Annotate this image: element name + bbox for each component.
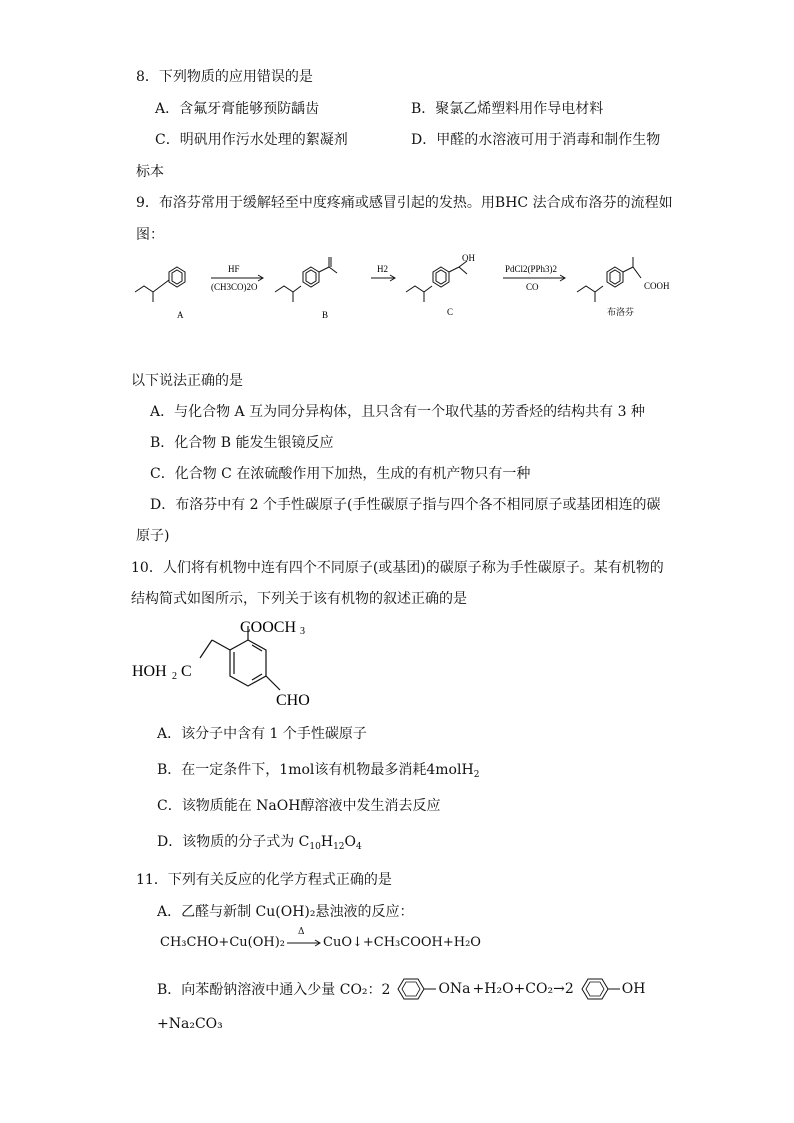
- q11-option-b-continued: +Na₂CO₃: [157, 1016, 223, 1032]
- q10-stem-line2: 结构简式如图所示，下列关于该有机物的叙述正确的是: [131, 591, 467, 607]
- label-ibuprofen: 布洛芬: [607, 307, 635, 317]
- mol-c-label: C: [181, 663, 192, 680]
- label-compound-a: A: [177, 310, 184, 320]
- benzene-ring-icon: [574, 977, 622, 1001]
- scheme-reagent-h2: H2: [377, 264, 388, 274]
- q10-formula-h: H: [320, 834, 334, 850]
- q9-option-c: C．化合物 C 在浓硫酸作用下加热，生成的有机产物只有一种: [150, 466, 531, 482]
- q10-option-b: [157, 759, 479, 779]
- q11-oh-label: OH: [621, 981, 646, 997]
- label-compound-b: B: [322, 310, 329, 320]
- q10-option-d: [157, 831, 362, 851]
- q11-eq-arrow-shape: [285, 936, 323, 950]
- q9-stem-line1: 9．布洛芬常用于缓解轻至中度疼痛或感冒引起的发热。用BHC 法合成布洛芬的流程如: [136, 195, 673, 211]
- q11-option-b-mid: +H₂O+CO₂→2: [472, 981, 574, 997]
- q10-option-d-text: D．该物质的分子式为 C: [157, 834, 310, 850]
- q9-option-d-continued: 原子): [136, 528, 170, 544]
- q9-stem-line2: 图：: [136, 227, 164, 243]
- scheme-cooh-label: COOH: [644, 281, 670, 291]
- q11-option-b: [157, 978, 645, 1000]
- q8-option-c: C．明矾用作污水处理的絮凝剂: [155, 132, 348, 148]
- q10-option-b-sub: 2: [473, 770, 480, 780]
- q11-eq-delta: Δ: [298, 926, 305, 937]
- mol-cooch-label: COOCH: [240, 619, 297, 636]
- scheme-reagent-co: CO: [526, 282, 539, 292]
- q11-eq-left: CH₃CHO+Cu(OH)₂: [160, 935, 285, 950]
- q10-formula-sub-c: 10: [309, 842, 321, 852]
- mol-hoh-sub2: 2: [172, 671, 177, 682]
- q11-ona-label: ONa: [438, 981, 471, 997]
- q8-option-a: A．含氟牙膏能够预防龋齿: [155, 101, 320, 117]
- q11-eq-arrow: [285, 926, 323, 950]
- q11-stem: 11．下列有关反应的化学方程式正确的是: [136, 872, 392, 888]
- q10-formula-sub-o: 4: [356, 842, 362, 852]
- scheme-oh-label: OH: [462, 253, 475, 263]
- q9-option-a: A．与化合物 A 互为同分异构体，且只含有一个取代基的芳香烃的结构共有 3 种: [150, 404, 645, 420]
- q8-stem: 8．下列物质的应用错误的是: [136, 69, 313, 85]
- q9-lead: 以下说法正确的是: [131, 373, 243, 389]
- scheme-reagent-anhydride: (CH3CO)2O: [211, 282, 258, 292]
- mol-hoh-label: HOH: [132, 663, 167, 680]
- q11-option-b-text: B．向苯酚钠溶液中通入少量 CO₂：2: [157, 982, 391, 998]
- q9-option-d: D．布洛芬中有 2 个手性碳原子(手性碳原子指与四个各不相同原子或基团相连的碳: [150, 497, 661, 513]
- mol-cooch-sub3: 3: [300, 626, 305, 637]
- scheme-reagent-hf: HF: [228, 264, 240, 274]
- q10-formula-o: O: [344, 834, 356, 850]
- q10-option-a: A．该分子中含有 1 个手性碳原子: [157, 726, 367, 742]
- q10-stem-line1: 10．人们将有机物中连有四个不同原子(或基团)的碳原子称为手性碳原子。某有机物的: [131, 560, 664, 576]
- scheme-catalyst: PdCl2(PPh3)2: [505, 264, 558, 274]
- label-compound-c: C: [447, 307, 454, 317]
- q11-equation-a: [160, 926, 481, 950]
- q11-eq-right: CuO↓+CH₃COOH+H₂O: [323, 935, 481, 950]
- q9-synthesis-scheme: [125, 248, 695, 328]
- benzene-ring-icon: [390, 977, 438, 1001]
- q10-option-c: C．该物质能在 NaOH醇溶液中发生消去反应: [157, 798, 441, 814]
- q9-option-b: B．化合物 B 能发生银镜反应: [150, 435, 334, 451]
- q8-option-b: B．聚氯乙烯塑料用作导电材料: [411, 101, 604, 117]
- q10-molecule-structure: [128, 612, 348, 712]
- q8-option-d-continued: 标本: [136, 164, 164, 180]
- mol-cho-label: CHO: [276, 692, 310, 709]
- q8-option-d: D．甲醛的水溶液可用于消毒和制作生物: [411, 132, 661, 148]
- q11-option-a: A．乙醛与新制 Cu(OH)₂悬浊液的反应：: [157, 904, 414, 920]
- q10-formula-sub-h: 12: [333, 842, 345, 852]
- q10-option-b-text: B．在一定条件下，1mol该有机物最多消耗4molH: [157, 762, 474, 778]
